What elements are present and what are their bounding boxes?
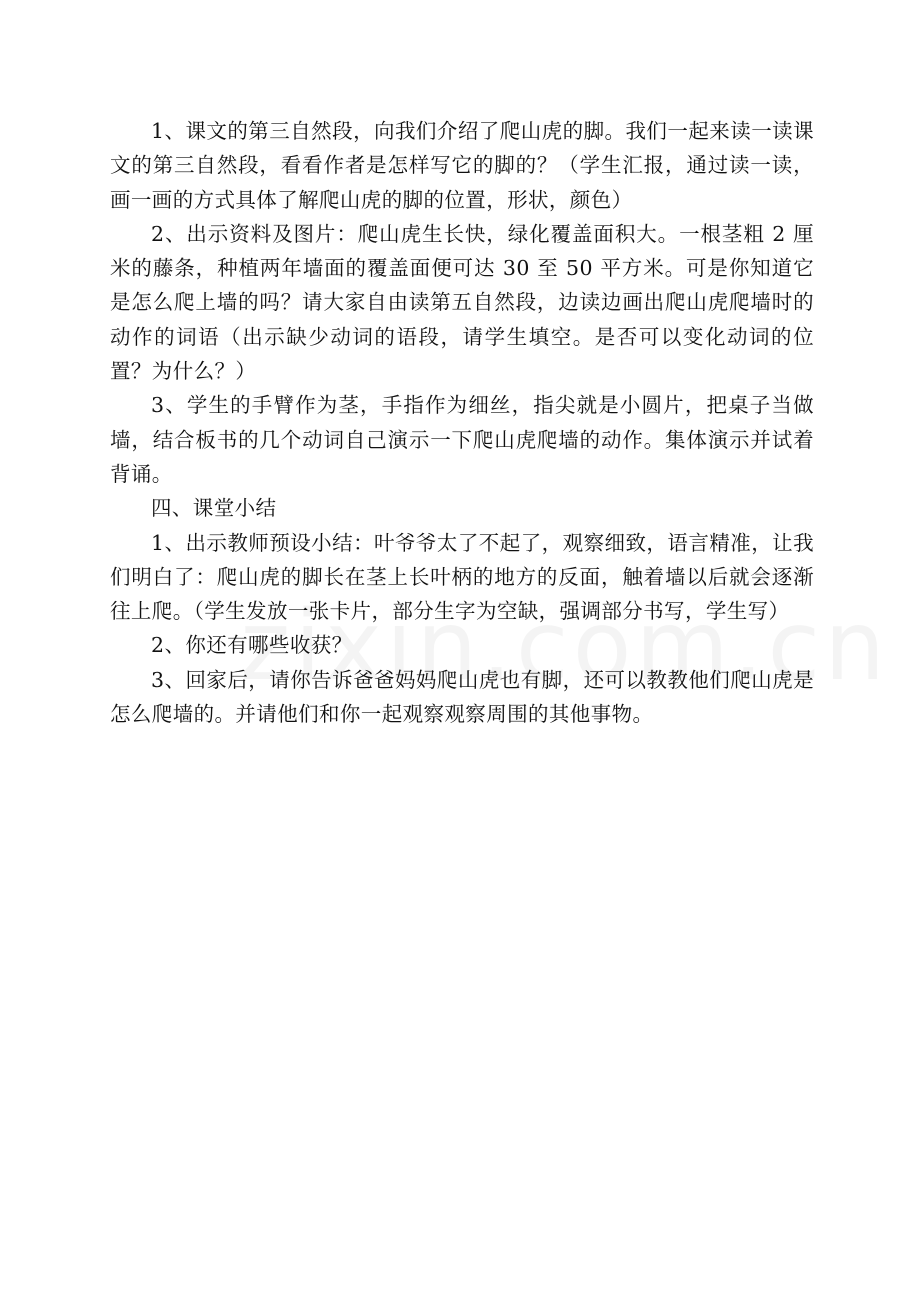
document-body	[110, 114, 814, 731]
paragraph-step-2-materials: 2、出示资料及图片：爬山虎生长快，绿化覆盖面积大。一根茎粗 2 厘米的藤条，种植两年墙面的覆盖面便可达 30 至 50 平方米。可是你知道它是怎么爬上墙的吗？请大家自由读第五自然段，边读边画出爬山虎爬墙时的动作的词语（出示缺少动词的语段，请学生填空。是否可以变化动词的位置？为什么？）	[110, 221, 814, 384]
paragraph-summary-3: 3、回家后，请你告诉爸爸妈妈爬山虎也有脚，还可以教教他们爬山虎是怎么爬墙的。并请他们和你一起观察观察周围的其他事物。	[110, 667, 814, 727]
paragraph-summary-1: 1、出示教师预设小结：叶爷爷太了不起了，观察细致，语言精准，让我们明白了：爬山虎的脚长在茎上长叶柄的地方的反面，触着墙以后就会逐渐往上爬。（学生发放一张卡片，部分生字为空缺，强调部分书写，学生写）	[110, 530, 814, 624]
paragraph-summary-2: 2、你还有哪些收获？	[151, 633, 353, 658]
paragraph-step-3-demonstration: 3、学生的手臂作为茎，手指作为细丝，指尖就是小圆片，把桌子当做墙，结合板书的几个动词自己演示一下爬山虎爬墙的动作。集体演示并试着背诵。	[110, 393, 814, 486]
paragraph-step-1-reading: 1、课文的第三自然段，向我们介绍了爬山虎的脚。我们一起来读一读课文的第三自然段，看看作者是怎样写它的脚的？（学生汇报，通过读一读，画一画的方式具体了解爬山虎的脚的位置，形状，颜色）	[110, 119, 814, 212]
section-heading-summary: 四、课堂小结	[151, 496, 277, 521]
